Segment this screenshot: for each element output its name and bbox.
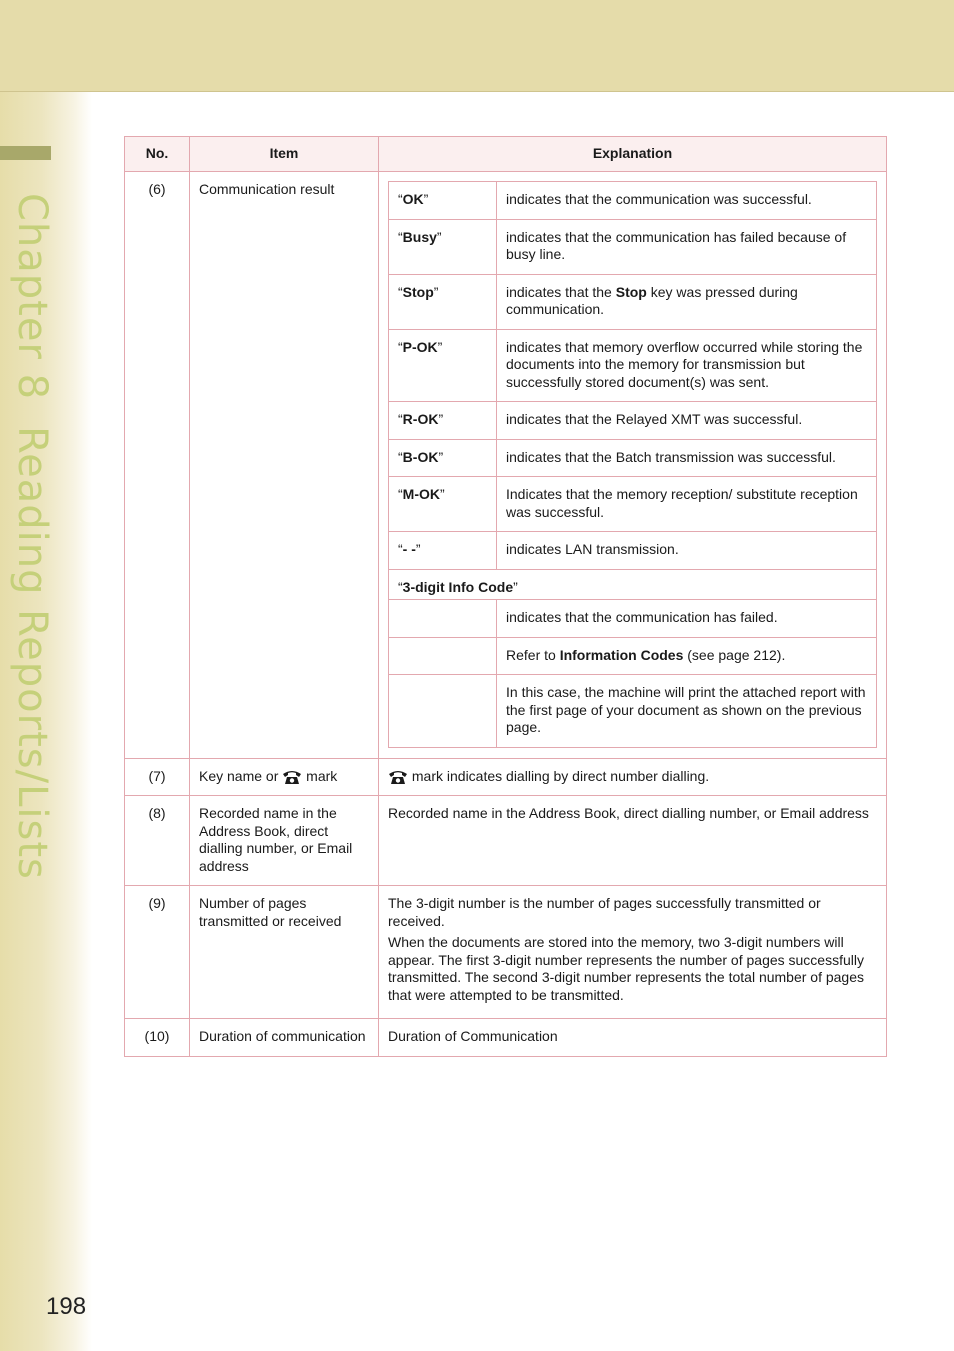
row-number: (9)	[125, 886, 190, 1019]
chapter-label: Chapter 8	[9, 193, 55, 401]
code-entry: “Busy” indicates that the communication has failed because of busy line.	[389, 219, 877, 274]
row-item: Key name or mark	[190, 758, 379, 796]
code-label: 3-digit Info Code	[402, 578, 514, 595]
row-item: Duration of communication	[190, 1019, 379, 1057]
code-description: Refer to Information Codes (see page 212).	[497, 637, 877, 675]
table-header-row	[125, 137, 887, 172]
row-number: (6)	[125, 172, 190, 759]
result-code-list	[388, 181, 877, 748]
code-entry: “3-digit Info Code”	[389, 569, 877, 600]
code-entry: “M-OK” Indicates that the memory reception/ substitute reception was successful.	[389, 477, 877, 532]
code-entry: “B-OK” indicates that the Batch transmission was successful.	[389, 439, 877, 477]
row-number: (7)	[125, 758, 190, 796]
code-detail	[389, 600, 877, 638]
code-description: indicates that the communication has failed because of busy line.	[497, 219, 877, 274]
row-number: (10)	[125, 1019, 190, 1057]
row-explanation: Duration of Communication	[379, 1019, 887, 1057]
code-description: In this case, the machine will print the attached report with the first page of your document as shown on the previous page.	[497, 675, 877, 748]
row-explanation: mark indicates dialling by direct number dialling.	[379, 758, 887, 796]
code-description: indicates that the Stop key was pressed during communication.	[497, 274, 877, 329]
code-detail	[389, 675, 877, 748]
chapter-title	[9, 193, 55, 880]
code-description: indicates that the communication has failed.	[497, 600, 877, 638]
code-description: Indicates that the memory reception/ substitute reception was successful.	[497, 477, 877, 532]
code-label: R-OK	[402, 411, 439, 427]
code-entry: “OK” indicates that the communication was successful.	[389, 182, 877, 220]
row-explanation: Recorded name in the Address Book, direct dialling number, or Email address	[379, 796, 887, 886]
code-description: indicates LAN transmission.	[497, 532, 877, 570]
chapter-tab-marker	[0, 146, 51, 160]
page-number: 198	[46, 1293, 87, 1320]
explanation-paragraph: The 3-digit number is the number of pages successfully transmitted or received.	[388, 895, 821, 929]
code-label: Stop	[402, 283, 434, 300]
row-explanation	[379, 172, 887, 759]
code-description: indicates that the communication was successful.	[497, 182, 877, 220]
table-row	[125, 172, 887, 759]
code-label: P-OK	[402, 338, 438, 355]
row-explanation	[379, 886, 887, 1019]
telephone-icon	[388, 769, 408, 785]
code-entry: “P-OK” indicates that memory overflow occurred while storing the documents into the memory for transmission but successfully stored document(s) was sent.	[389, 329, 877, 402]
header-explanation: Explanation	[379, 137, 887, 172]
explanation-table	[124, 136, 887, 1057]
code-description: indicates that the Relayed XMT was successful.	[497, 402, 877, 440]
code-label: - -	[402, 541, 416, 557]
table-row	[125, 796, 887, 886]
explanation-paragraph: When the documents are stored into the memory, two 3-digit numbers will appear. The first 3-digit number represents the number of pages successfully transmitted. The second 3-digit number represents the total number of pages that were attempted to be transmitted.	[388, 934, 865, 1003]
chapter-name: Reading Reports/Lists	[9, 426, 55, 880]
code-label: Busy	[402, 228, 437, 245]
code-label: OK	[402, 191, 424, 207]
table-row	[125, 886, 887, 1019]
row-number: (8)	[125, 796, 190, 886]
header-item: Item	[190, 137, 379, 172]
code-description: indicates that the Batch transmission was successful.	[497, 439, 877, 477]
code-entry: “R-OK” indicates that the Relayed XMT was successful.	[389, 402, 877, 440]
row-item: Number of pages transmitted or received	[190, 886, 379, 1019]
header-no: No.	[125, 137, 190, 172]
code-label: M-OK	[402, 486, 440, 502]
code-entry: “Stop” indicates that the Stop key was pressed during communication.	[389, 274, 877, 329]
row-item: Communication result	[190, 172, 379, 759]
telephone-icon	[282, 769, 302, 785]
row-item: Recorded name in the Address Book, direct dialling number, or Email address	[190, 796, 379, 886]
table-row	[125, 758, 887, 796]
code-entry: “- -” indicates LAN transmission.	[389, 532, 877, 570]
code-description: indicates that memory overflow occurred while storing the documents into the memory for transmission but successfully stored document(s) was sent.	[497, 329, 877, 402]
code-detail	[389, 637, 877, 675]
code-label: B-OK	[402, 448, 439, 465]
table-row	[125, 1019, 887, 1057]
header-band	[0, 0, 954, 92]
